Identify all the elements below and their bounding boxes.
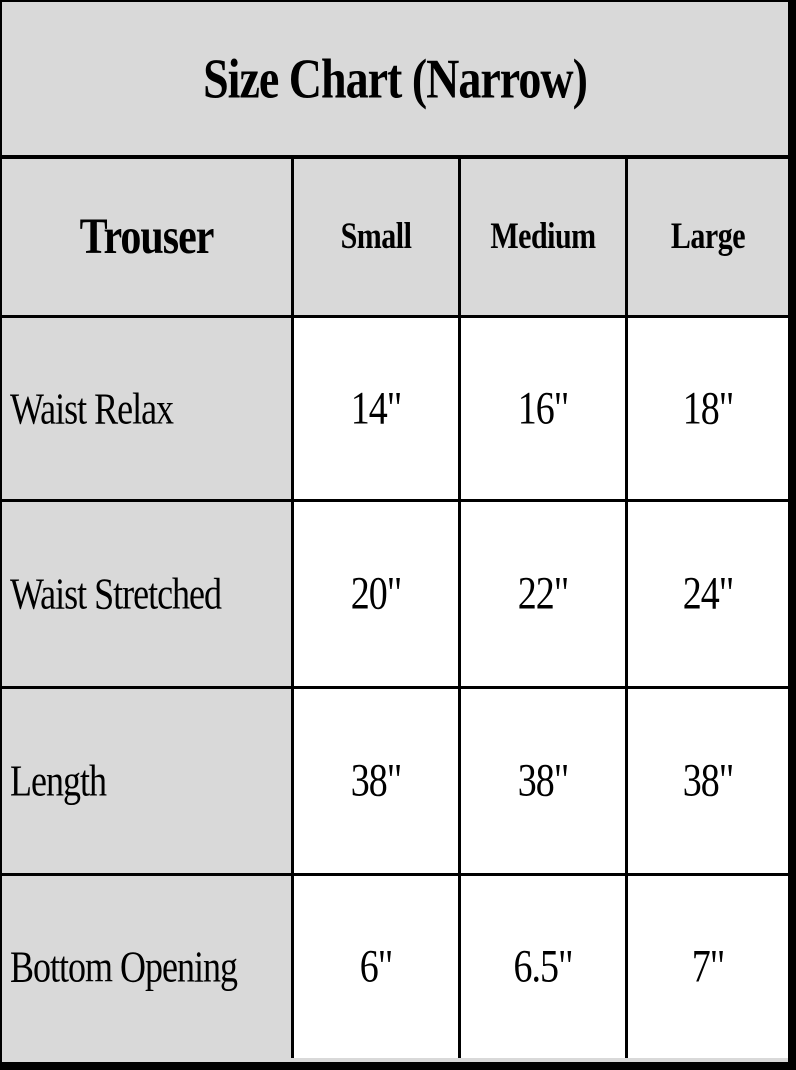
border-notch xyxy=(791,10,794,19)
cell-value: 14" xyxy=(350,382,402,435)
column-header-small xyxy=(294,159,461,318)
chart-title-band xyxy=(2,2,788,159)
table-cell xyxy=(294,318,461,502)
cell-value: 24" xyxy=(682,568,734,620)
cell-value: 38" xyxy=(350,755,402,807)
cell-value: 18" xyxy=(682,382,734,435)
cell-value: 6.5" xyxy=(513,941,573,993)
table-cell xyxy=(294,876,461,1058)
cell-value: 6" xyxy=(359,941,393,993)
cell-value: 16" xyxy=(517,382,569,435)
table-cell xyxy=(628,876,788,1058)
table-cell xyxy=(628,318,788,502)
row-label-waist-stretched xyxy=(2,502,294,689)
cell-value: 22" xyxy=(517,568,569,620)
row-label: Length xyxy=(10,756,106,806)
column-header-label: Small xyxy=(340,216,412,257)
column-header-medium xyxy=(461,159,628,318)
table-cell xyxy=(294,689,461,876)
table-cell xyxy=(461,318,628,502)
column-header-trouser xyxy=(2,159,294,318)
row-label-length xyxy=(2,689,294,876)
table-cell xyxy=(461,689,628,876)
table-cell xyxy=(294,502,461,689)
cell-value: 20" xyxy=(350,568,402,620)
table-cell xyxy=(628,502,788,689)
column-header-label: Trouser xyxy=(79,208,214,266)
row-label: Waist Stretched xyxy=(10,569,222,619)
row-label-bottom-opening xyxy=(2,876,294,1058)
column-header-label: Large xyxy=(670,216,746,257)
size-table xyxy=(2,159,788,1058)
chart-title: Size Chart (Narrow) xyxy=(203,47,587,110)
table-cell xyxy=(461,876,628,1058)
table-cell xyxy=(628,689,788,876)
cell-value: 38" xyxy=(517,755,569,807)
row-label: Waist Relax xyxy=(10,384,174,433)
cell-value: 7" xyxy=(691,941,725,993)
column-header-large xyxy=(628,159,788,318)
cell-value: 38" xyxy=(682,755,734,807)
row-label-waist-relax xyxy=(2,318,294,502)
column-header-label: Medium xyxy=(490,216,596,257)
row-label: Bottom Opening xyxy=(10,942,237,992)
table-cell xyxy=(461,502,628,689)
